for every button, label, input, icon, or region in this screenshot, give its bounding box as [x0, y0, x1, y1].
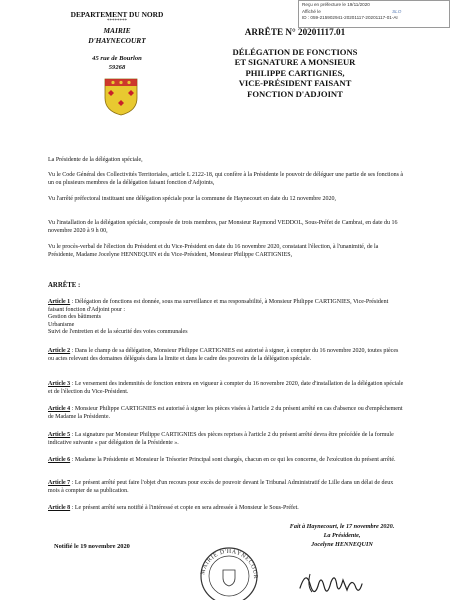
- vu-paragraph-3: Vu l'installation de la délégation spéciale, composée de trois membres, par Monsieur Raymond VEDDOL, Sous-Préfet de Cambrai, en date du 16 novembre 2020 à 9 h 00,: [48, 220, 398, 234]
- department-name: DEPARTEMENT DU NORD: [70, 10, 164, 19]
- title-line: FONCTION D'ADJOINT: [247, 88, 343, 99]
- signatory-name: Jocelyne HENNEQUIN: [311, 541, 373, 548]
- arrete-number: ARRÊTE N° 20201117.01: [244, 27, 346, 37]
- coat-of-arms-icon: [104, 78, 138, 116]
- title-line: VICE-PRÉSIDENT FAISANT: [238, 78, 352, 89]
- posted-label: Affiché le: [302, 8, 321, 14]
- article-1: [48, 299, 404, 337]
- arrete-heading: ARRÊTE :: [48, 282, 81, 289]
- article-label: Article 1: [48, 299, 71, 305]
- intro-line: La Présidente de la délégation spéciale,: [48, 157, 143, 163]
- receipt-id: ID : 059-215902941-20201117-20201117-01-AI: [302, 15, 398, 21]
- delegation-item: Gestion des bâtiments: [48, 314, 101, 321]
- article-label: Article 8: [48, 505, 71, 511]
- notification-date: Notifié le 19 novembre 2020: [54, 543, 130, 550]
- commune-name: D'HAYNECOURT: [88, 36, 146, 45]
- article-7: [48, 480, 404, 495]
- article-8: [48, 505, 404, 513]
- article-5: [48, 432, 404, 447]
- mairie-postcode: 59268: [108, 64, 126, 71]
- article-label: Article 3: [48, 381, 71, 387]
- article-label: Article 5: [48, 432, 71, 438]
- mairie-label: MAIRIE: [103, 26, 131, 35]
- article-text: : La signature par Monsieur Philippe CARTIGNIES des pièces reprises à l'article 2 du présent arrêté devra être précédée de la formule indicative suivante « par délégation de la Présidente ».: [48, 432, 394, 446]
- article-label: Article 6: [48, 457, 71, 463]
- article-label: Article 2: [48, 348, 71, 354]
- signatory-role: La Présidente,: [323, 532, 361, 539]
- document-title: [205, 47, 385, 99]
- article-text: : Le présent arrêté peut faire l'objet d'un recours pour excès de pouvoir devant le Tribunal Administratif de Lille dans un délai de deux mois à compter de sa publication.: [48, 480, 394, 494]
- article-label: Article 4: [48, 406, 71, 412]
- prefecture-receipt-stamp: [298, 0, 450, 28]
- official-seal: [196, 540, 262, 600]
- delegation-item: Urbanisme: [48, 321, 75, 328]
- vu-paragraph-1: Vu le Code Général des Collectivités Territoriales, article L 2122-18, qui confère à la Présidente le pouvoir de déléguer une partie de ses fonctions à un ou plusieurs membres de la délégation faisant fonction d'Adjoints,: [48, 172, 404, 186]
- article-2: [48, 348, 404, 363]
- place-and-date: Fait à Haynecourt, le 17 novembre 2020.: [289, 523, 395, 530]
- article-text: : Madame la Présidente et Monsieur le Trésorier Principal sont chargés, chacun en ce qui les concerne, de l'exécution du présent arrêté.: [70, 457, 396, 463]
- article-3: [48, 381, 404, 396]
- title-line: DÉLÉGATION DE FONCTIONS: [232, 47, 358, 57]
- title-line: ET SIGNATURE A MONSIEUR: [234, 57, 356, 68]
- article-text: : Dans le champ de sa délégation, Monsieur Philippe CARTIGNIES est autorisé à signer, à compter du 16 novembre 2020, toutes pièces ou actes relevant des domaines délégués dans la limite et dans le cadre des pouvoirs de la délégation spéciale.: [48, 348, 399, 362]
- article-text: : Le présent arrêté sera notifié à l'intéressé et copie en sera adressée à Monsieur le Sous-Préfet.: [70, 505, 299, 511]
- seal-text: MAIRIE D'HAYNECOUR: [200, 548, 259, 580]
- article-4: [48, 406, 404, 421]
- delegation-item: Suivi de l'entretien et de la sécurité des voies communales: [48, 329, 188, 336]
- article-text: : Délégation de fonctions est donnée, sous ma surveillance et ma responsabilité, à Monsieur Philippe CARTIGNIES, Vice-Président faisant fonction d'Adjoint pour :: [48, 299, 389, 313]
- handwritten-signature: [296, 568, 366, 596]
- vu-paragraph-4: Vu le procès-verbal de l'élection du Président et du Vice-Président en date du 16 novembre 2020, constatant l'élection, à l'unanimité, de la Présidente, Madame Jocelyne HENNEQUIN et du Vice-Président, Monsieur Philippe CARTIGNIES,: [48, 244, 379, 258]
- title-line: PHILIPPE CARTIGNIES,: [245, 67, 345, 78]
- posted-mark: SLO: [392, 8, 402, 14]
- header-separator: ********: [107, 19, 127, 24]
- article-label: Article 7: [48, 480, 71, 486]
- vu-paragraph-2: Vu l'arrêté préfectoral instituant une délégation spéciale pour la commune de Haynecourt en date du 12 novembre 2020,: [48, 196, 336, 202]
- posted-line: [302, 9, 446, 16]
- article-text: : Monsieur Philippe CARTIGNIES est autorisé à signer les pièces visées à l'article 2 du présent arrêté en cas d'absence ou d'empêchement de Madame la Présidente.: [48, 406, 403, 420]
- mairie-address: 45 rue de Bourlon: [92, 55, 142, 62]
- receipt-date: Reçu en préfecture le 19/11/2020: [302, 2, 370, 7]
- article-text: : Le versement des indemnités de fonction entrera en vigueur à compter du 16 novembre 2020, date d'installation de la délégation spéciale et de l'élection du Vice-Président.: [48, 381, 404, 395]
- article-6: [48, 457, 404, 465]
